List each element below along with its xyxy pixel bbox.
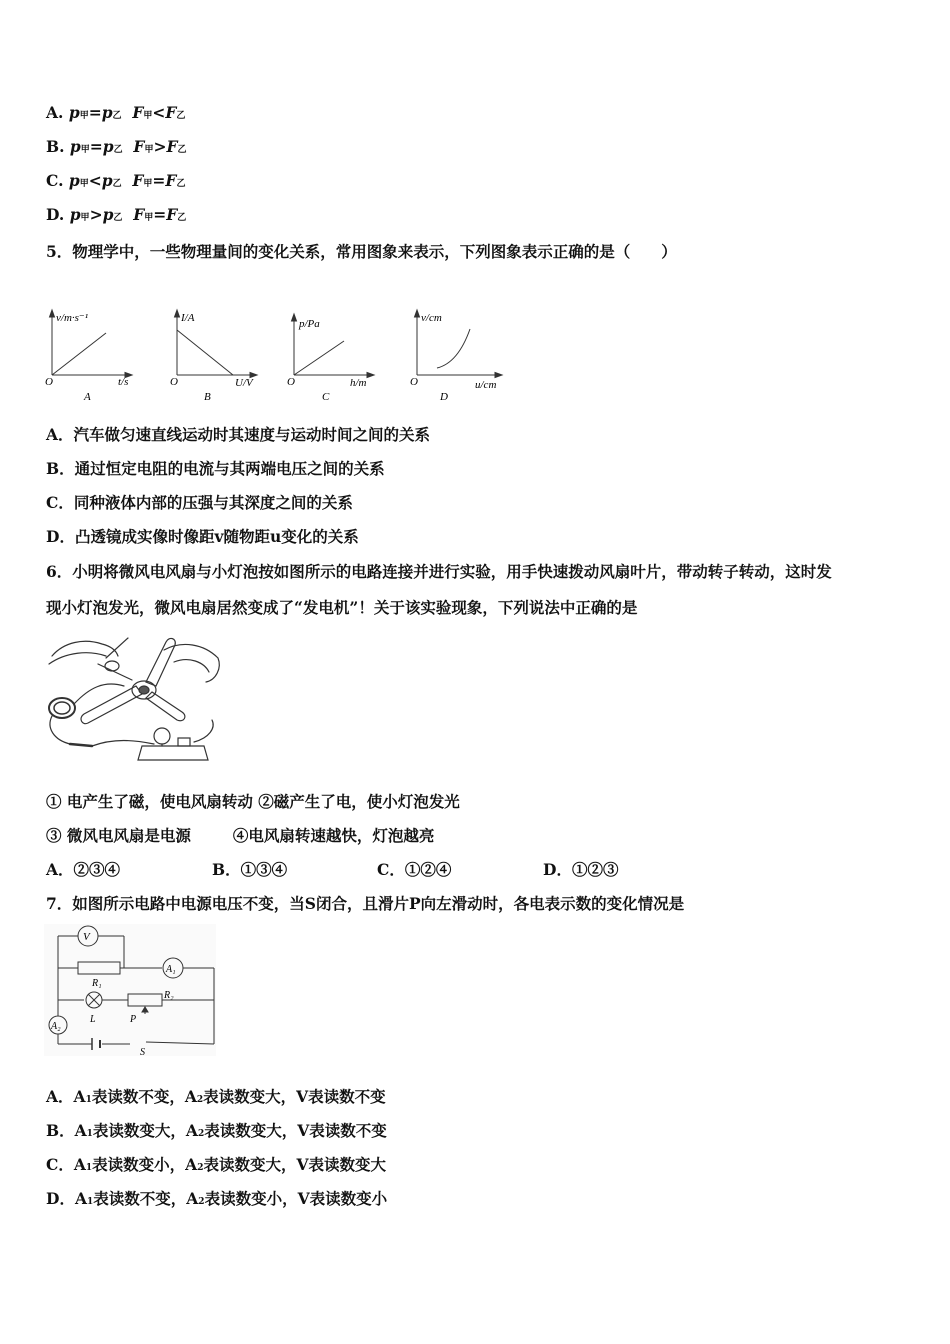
left-hand-outline <box>52 641 118 656</box>
q6-stem-line2: 现小灯泡发光，微风电扇居然变成了“发电机”！关于该实验现象，下列说法中正确的是 <box>46 598 638 617</box>
circuit-background <box>44 924 216 1056</box>
graph-c-curve <box>294 341 344 375</box>
graph-d-x-arrow <box>495 373 502 378</box>
label-s: S <box>140 1047 145 1056</box>
q7-option-d[interactable]: D．A1表读数不变，A2表读数变小，V表读数变小 <box>46 1189 388 1208</box>
q7-option-b[interactable]: B．A1表读数变大，A2表读数变大，V表读数不变 <box>46 1121 387 1140</box>
graph-d-caption: D <box>440 391 448 403</box>
q7-circuit-diagram <box>44 924 216 1056</box>
q6-stem-line1: 6．小明将微风电风扇与小灯泡按如图所示的电路连接并进行实验，用手快速拨动风扇叶片，带动转子转动，这时发 <box>46 562 832 581</box>
label-v: V <box>83 931 90 943</box>
label-a2: A₂ <box>51 1021 61 1032</box>
graph-b-curve <box>177 330 233 375</box>
graph-a-origin: O <box>45 376 53 388</box>
left-hand-finger <box>49 653 106 664</box>
graph-b-xlabel: U/V <box>235 377 253 389</box>
q5-graphs-figure <box>40 305 520 405</box>
q6-choice-a[interactable]: A．②③④ <box>46 860 121 879</box>
graph-c-ylabel: p/Pa <box>299 318 320 330</box>
q4-option-d[interactable]: D. p甲>p乙 F甲=F乙 <box>46 205 187 224</box>
q4-option-c[interactable]: C. p甲<p乙 F甲=F乙 <box>46 171 186 190</box>
label-p: P <box>130 1014 137 1025</box>
graph-b-ylabel: I/A <box>181 312 195 324</box>
graph-b-caption: B <box>204 391 211 403</box>
rotor <box>105 661 119 671</box>
q6-statement-line1: ① 电产生了磁，使电风扇转动 ②磁产生了电，使小灯泡发光 <box>46 792 460 811</box>
q4-option-a[interactable]: A. p甲=p乙 F甲<F乙 <box>46 103 186 122</box>
graph-a-curve <box>52 333 106 375</box>
wire-to-fan <box>74 684 124 704</box>
lamp-terminal <box>178 738 190 746</box>
lamp-base <box>138 746 208 760</box>
graph-d-xlabel: u/cm <box>475 379 497 391</box>
graph-d-ylabel: v/cm <box>421 312 442 324</box>
q7-option-c[interactable]: C．A1表读数变小，A2表读数变大，V表读数变大 <box>46 1155 386 1174</box>
q6-choice-c[interactable]: C．①②④ <box>377 860 452 879</box>
graph-c-y-arrow <box>292 314 297 321</box>
label-l: L <box>90 1014 96 1025</box>
graph-c-x-arrow <box>367 373 374 378</box>
q6-choice-d[interactable]: D．①②③ <box>543 860 619 879</box>
graph-d-origin: O <box>410 376 418 388</box>
wire-return <box>194 720 213 742</box>
q5-option-a[interactable]: A．汽车做匀速直线运动时其速度与运动时间之间的关系 <box>46 425 431 444</box>
graph-b-origin: O <box>170 376 178 388</box>
fan-bulb-illustration <box>44 628 224 773</box>
graph-a-caption: A <box>84 391 91 403</box>
q6-statement-line2: ③ 微风电风扇是电源 ④电风扇转速越快，灯泡越亮 <box>46 826 435 845</box>
graph-a-xlabel: t/s <box>118 376 129 388</box>
q6-choice-b[interactable]: B．①③④ <box>212 860 288 879</box>
q5-stem: 5．物理学中，一些物理量间的变化关系，常用图象来表示，下列图象表示正确的是（ ） <box>46 242 677 261</box>
q4-option-b[interactable]: B. p甲=p乙 F甲>F乙 <box>46 137 187 156</box>
fan-hub <box>139 686 149 694</box>
label-a1: A₁ <box>166 964 176 975</box>
rotor-shaft <box>98 664 132 680</box>
label-r1: R₁ <box>92 978 102 989</box>
label-r2: R₂ <box>164 990 174 1001</box>
lamp-bulb <box>154 728 170 744</box>
graph-c-xlabel: h/m <box>350 377 367 389</box>
right-hand-finger <box>174 660 209 672</box>
wire-to-base <box>92 741 154 747</box>
graph-a-ylabel: v/m·s⁻¹ <box>56 312 89 324</box>
clip-lead <box>70 744 92 746</box>
q5-option-b[interactable]: B．通过恒定电阻的电流与其两端电压之间的关系 <box>46 459 385 478</box>
graph-c-caption: C <box>322 391 330 403</box>
wire-coil-inner <box>54 702 70 714</box>
fan-blade-1 <box>81 686 142 724</box>
wire-down <box>50 716 70 744</box>
graph-c-origin: O <box>287 376 295 388</box>
graph-d-curve <box>437 329 470 368</box>
q7-option-a[interactable]: A．A1表读数不变，A2表读数变大，V表读数不变 <box>46 1087 386 1106</box>
wire-coil <box>49 698 75 718</box>
graph-b-y-arrow <box>175 310 180 317</box>
q5-option-c[interactable]: C．同种液体内部的压强与其深度之间的关系 <box>46 493 353 512</box>
graph-a-y-arrow <box>50 310 55 317</box>
q7-stem: 7．如图所示电路中电源电压不变，当S闭合，且滑片P向左滑动时，各电表示数的变化情况是 <box>46 894 685 913</box>
q5-option-d[interactable]: D．凸透镜成实像时像距v随物距u变化的关系 <box>46 527 359 546</box>
fan-blade-2 <box>146 638 175 686</box>
graph-d-y-arrow <box>415 310 420 317</box>
